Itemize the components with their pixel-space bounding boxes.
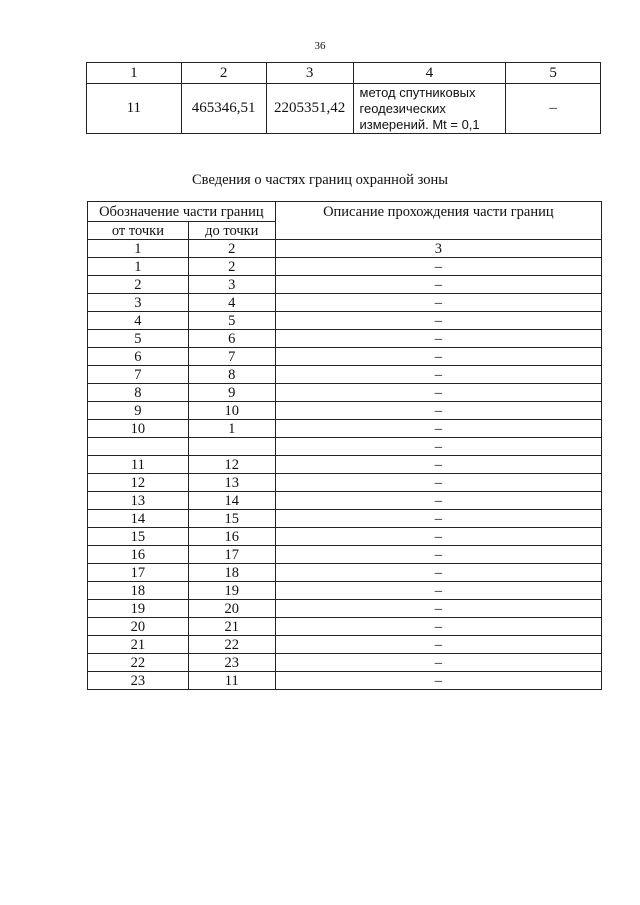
- from-point-cell: 17: [88, 564, 189, 582]
- to-point-cell: 4: [188, 294, 275, 312]
- description-cell: –: [275, 366, 601, 384]
- description-cell: –: [275, 654, 601, 672]
- table-row: [88, 240, 602, 258]
- from-point-cell: 12: [88, 474, 189, 492]
- to-point-cell: 11: [188, 672, 275, 690]
- boundary-description-header: Описание прохождения части границ: [275, 202, 601, 240]
- parts-table-body: [88, 240, 602, 690]
- to-point-cell: 10: [188, 402, 275, 420]
- coordinates-row: [87, 84, 601, 134]
- table-row: [88, 348, 602, 366]
- from-point-cell: 19: [88, 600, 189, 618]
- from-point-cell: 5: [88, 330, 189, 348]
- coordinates-header-cell: 4: [353, 63, 506, 84]
- description-cell: 3: [275, 240, 601, 258]
- from-point-cell: 21: [88, 636, 189, 654]
- to-point-cell: 5: [188, 312, 275, 330]
- note-cell: –: [506, 84, 601, 134]
- to-point-cell: [188, 438, 275, 456]
- table-row: [88, 654, 602, 672]
- to-point-cell: 19: [188, 582, 275, 600]
- point-number: 11: [87, 84, 182, 134]
- to-point-cell: 6: [188, 330, 275, 348]
- from-point-cell: 2: [88, 276, 189, 294]
- table-row: [88, 384, 602, 402]
- page-number: 36: [314, 40, 326, 52]
- table-row: [88, 294, 602, 312]
- description-cell: –: [275, 546, 601, 564]
- to-point-cell: 13: [188, 474, 275, 492]
- from-point-cell: 22: [88, 654, 189, 672]
- table-row: [88, 672, 602, 690]
- description-cell: –: [275, 330, 601, 348]
- coordinates-header-cell: 3: [266, 63, 353, 84]
- from-point-cell: 16: [88, 546, 189, 564]
- description-cell: –: [275, 564, 601, 582]
- to-point-cell: 8: [188, 366, 275, 384]
- description-cell: –: [275, 348, 601, 366]
- table-row: [88, 528, 602, 546]
- description-cell: –: [275, 438, 601, 456]
- to-point-cell: 9: [188, 384, 275, 402]
- table-row: [88, 258, 602, 276]
- from-point-cell: 13: [88, 492, 189, 510]
- coordinate-y: 2205351,42: [266, 84, 353, 134]
- to-point-header: до точки: [188, 222, 275, 240]
- coordinates-header-cell: 2: [181, 63, 266, 84]
- table-row: [88, 438, 602, 456]
- to-point-cell: 1: [188, 420, 275, 438]
- method-line: метод спутниковых: [359, 84, 476, 100]
- to-point-cell: 17: [188, 546, 275, 564]
- to-point-cell: 3: [188, 276, 275, 294]
- table-row: [88, 564, 602, 582]
- description-cell: –: [275, 636, 601, 654]
- to-point-cell: 2: [188, 240, 275, 258]
- to-point-cell: 7: [188, 348, 275, 366]
- table-row: [88, 366, 602, 384]
- coordinates-header-row: [87, 63, 601, 84]
- to-point-cell: 16: [188, 528, 275, 546]
- boundary-parts-table: [87, 201, 602, 690]
- description-cell: –: [275, 258, 601, 276]
- from-point-cell: 3: [88, 294, 189, 312]
- table-row: [88, 420, 602, 438]
- to-point-cell: 20: [188, 600, 275, 618]
- description-cell: –: [275, 510, 601, 528]
- to-point-cell: 2: [188, 258, 275, 276]
- table-row: [88, 600, 602, 618]
- description-cell: –: [275, 492, 601, 510]
- to-point-cell: 21: [188, 618, 275, 636]
- from-point-cell: 9: [88, 402, 189, 420]
- from-point-cell: 1: [88, 240, 189, 258]
- table-row: [88, 402, 602, 420]
- method-description: [353, 84, 506, 134]
- table-row: [88, 330, 602, 348]
- description-cell: –: [275, 312, 601, 330]
- from-point-cell: 10: [88, 420, 189, 438]
- table-row: [88, 276, 602, 294]
- description-cell: –: [275, 474, 601, 492]
- description-cell: –: [275, 528, 601, 546]
- description-cell: –: [275, 294, 601, 312]
- description-cell: –: [275, 456, 601, 474]
- to-point-cell: 22: [188, 636, 275, 654]
- description-cell: –: [275, 384, 601, 402]
- to-point-cell: 12: [188, 456, 275, 474]
- from-point-cell: [88, 438, 189, 456]
- section-title: Сведения о частях границ охранной зоны: [192, 172, 448, 188]
- coordinates-table: [86, 62, 601, 134]
- table-row: [88, 312, 602, 330]
- from-point-cell: 8: [88, 384, 189, 402]
- from-point-cell: 1: [88, 258, 189, 276]
- table-row: [88, 618, 602, 636]
- description-cell: –: [275, 402, 601, 420]
- table-row: [88, 636, 602, 654]
- description-cell: –: [275, 618, 601, 636]
- table-row: [88, 456, 602, 474]
- from-point-header: от точки: [88, 222, 189, 240]
- table-row: [88, 492, 602, 510]
- coordinate-x: 465346,51: [181, 84, 266, 134]
- table-row: [88, 546, 602, 564]
- table-row: [88, 582, 602, 600]
- from-point-cell: 18: [88, 582, 189, 600]
- parts-header-row: [88, 202, 602, 222]
- from-point-cell: 20: [88, 618, 189, 636]
- description-cell: –: [275, 582, 601, 600]
- from-point-cell: 23: [88, 672, 189, 690]
- description-cell: –: [275, 420, 601, 438]
- from-point-cell: 14: [88, 510, 189, 528]
- method-line: геодезических: [359, 100, 446, 116]
- to-point-cell: 18: [188, 564, 275, 582]
- from-point-cell: 6: [88, 348, 189, 366]
- from-point-cell: 7: [88, 366, 189, 384]
- description-cell: –: [275, 276, 601, 294]
- coordinates-header-cell: 1: [87, 63, 182, 84]
- description-cell: –: [275, 672, 601, 690]
- method-line: измерений. Mt = 0,1: [359, 116, 480, 132]
- coordinates-header-cell: 5: [506, 63, 601, 84]
- description-cell: –: [275, 600, 601, 618]
- to-point-cell: 23: [188, 654, 275, 672]
- from-point-cell: 11: [88, 456, 189, 474]
- table-row: [88, 510, 602, 528]
- from-point-cell: 15: [88, 528, 189, 546]
- to-point-cell: 14: [188, 492, 275, 510]
- table-row: [88, 474, 602, 492]
- from-point-cell: 4: [88, 312, 189, 330]
- boundary-part-designation-header: Обозначение части границ: [88, 202, 276, 222]
- to-point-cell: 15: [188, 510, 275, 528]
